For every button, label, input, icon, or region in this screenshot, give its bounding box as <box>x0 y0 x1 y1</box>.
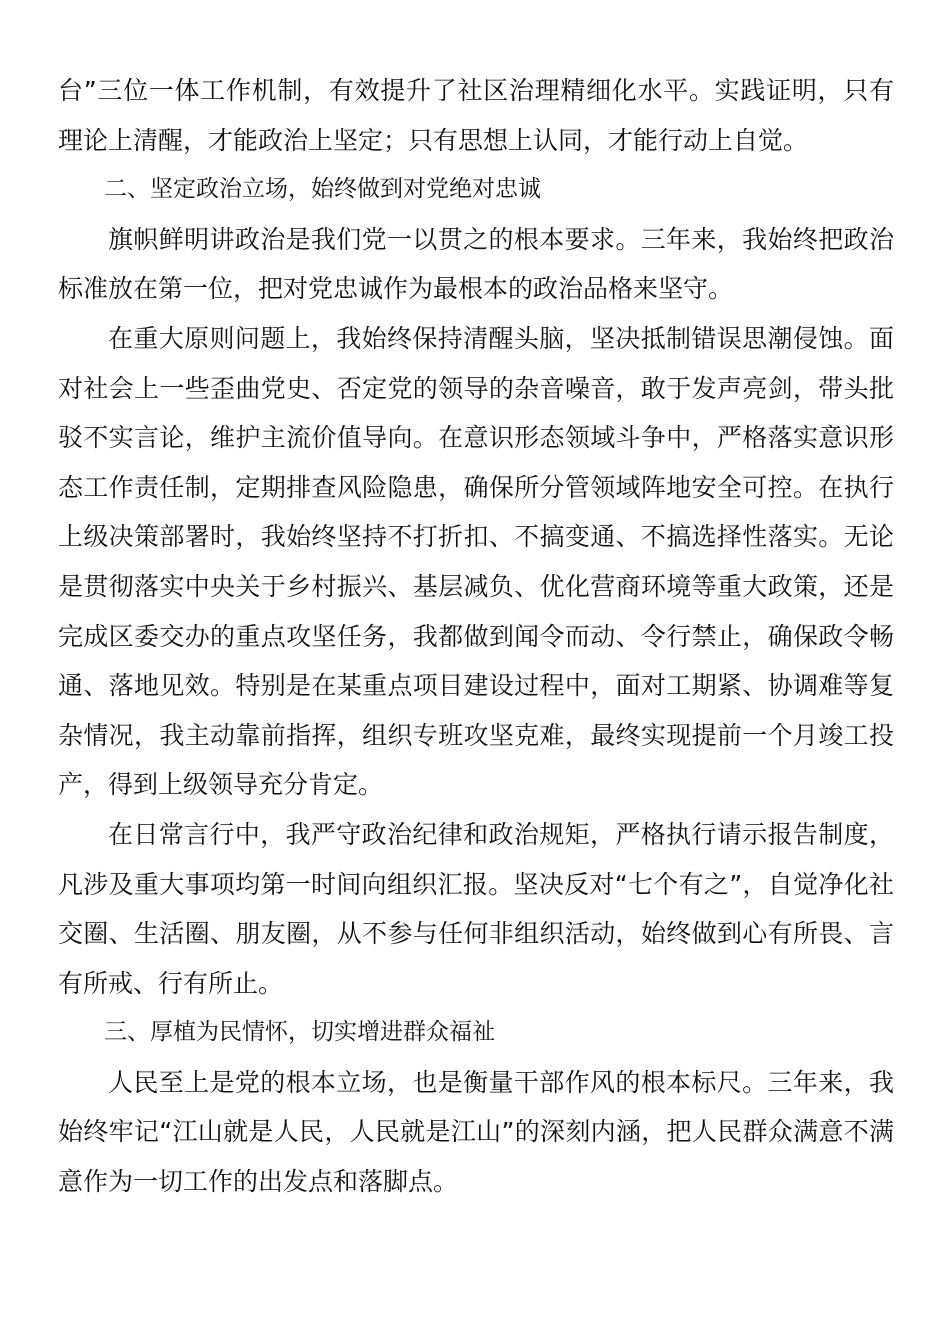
paragraph: 旗帜鲜明讲政治是我们党一以贯之的根本要求。三年来，我始终把政治标准放在第一位，把对党忠诚作为最根本的政治品格来坚守。 <box>58 224 894 304</box>
section-heading-2: 二、坚定政治立场，始终做到对党绝对忠诚 <box>104 176 541 203</box>
paragraph-continuation: 台”三位一体工作机制，有效提升了社区治理精细化水平。实践证明，只有理论上清醒，才能政治上坚定；只有思想上认同，才能行动上自觉。 <box>58 76 894 155</box>
paragraph: 在日常言行中，我严守政治纪律和政治规矩，严格执行请示报告制度，凡涉及重大事项均第一时间向组织汇报。坚决反对“七个有之”，自觉净化社交圈、生活圈、朋友圈，从不参与任何非组织活动，始终做到心有所畏、言有所戒、行有所止。 <box>58 819 894 998</box>
paragraph: 在重大原则问题上，我始终保持清醒头脑，坚决抵制错误思潮侵蚀。面对社会上一些歪曲党史、否定党的领导的杂音噪音，敢于发声亮剑，带头批驳不实言论，维护主流价值导向。在意识形态领域斗争中，严格落实意识形态工作责任制，定期排查风险隐患，确保所分管领域阵地安全可控。在执行上级决策部署时，我始终坚持不打折扣、不搞变通、不搞选择性落实。无论是贯彻落实中央关于乡村振兴、基层减负、优化营商环境等重大政策，还是完成区委交办的重点攻坚任务，我都做到闻令而动、令行禁止，确保政令畅通、落地见效。特别是在某重点项目建设过程中，面对工期紧、协调难等复杂情况，我主动靠前指挥，组织专班攻坚克难，最终实现提前一个月竣工投产，得到上级领导充分肯定。 <box>58 323 894 800</box>
paragraph: 人民至上是党的根本立场，也是衡量干部作风的根本标尺。三年来，我始终牢记“江山就是人民，人民就是江山”的深刻内涵，把人民群众满意不满意作为一切工作的出发点和落脚点。 <box>58 1067 894 1197</box>
section-heading-3: 三、厚植为民情怀，切实增进群众福祉 <box>104 1019 495 1046</box>
document-body <box>58 66 894 1207</box>
